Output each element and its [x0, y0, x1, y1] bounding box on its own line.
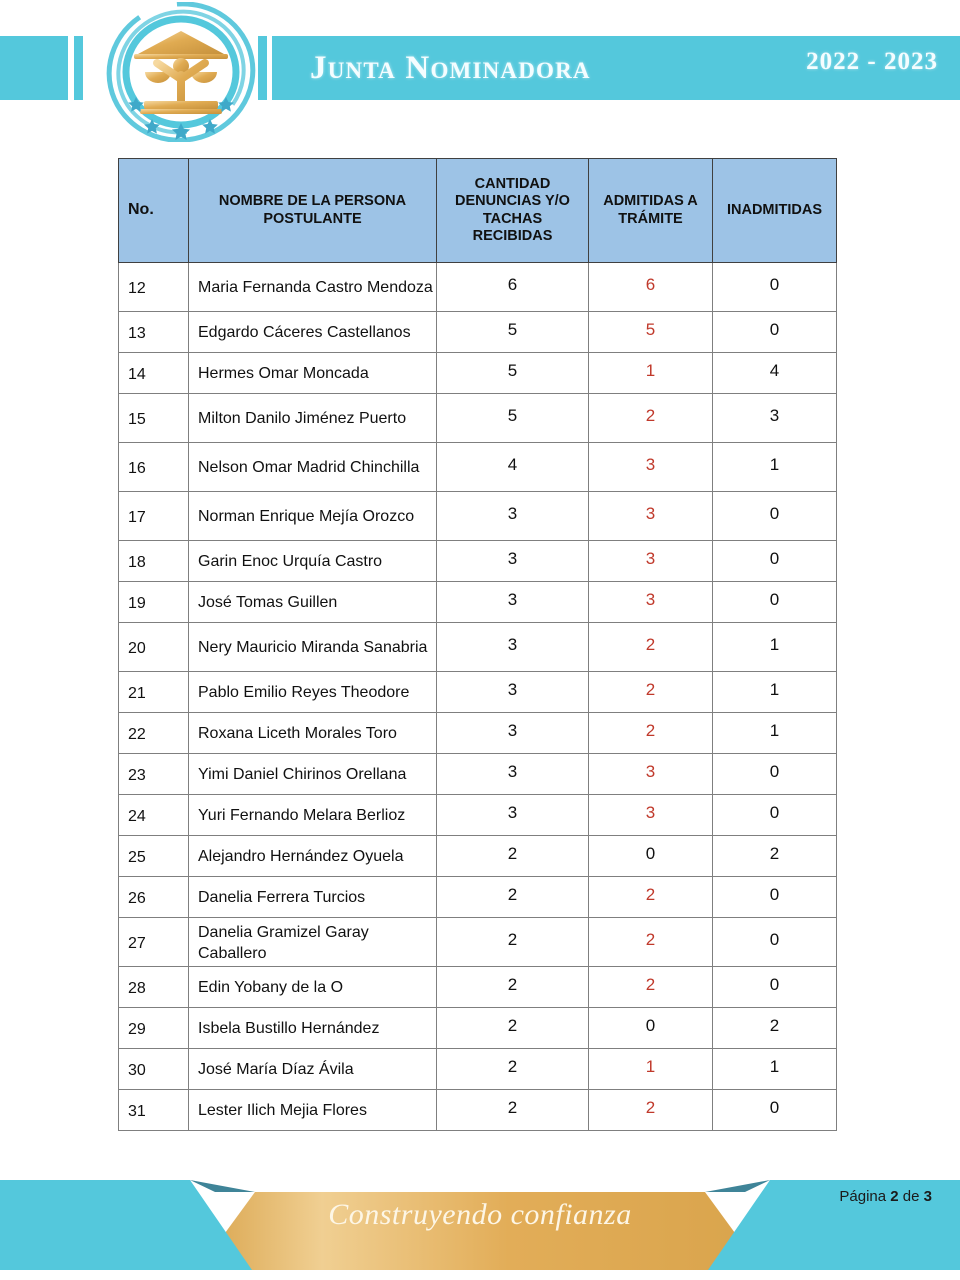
footer-tagline: Construyendo confianza — [328, 1198, 632, 1231]
column-header-admitidas — [589, 159, 713, 263]
cell-no: 12 — [119, 263, 189, 312]
scales-of-justice-emblem-icon — [100, 2, 263, 142]
cell-no: 15 — [119, 394, 189, 443]
cell-admitidas: 2 — [589, 713, 713, 754]
header-separator-bar-1 — [74, 36, 83, 100]
cell-cantidad: 4 — [437, 443, 589, 492]
cell-nombre: Nery Mauricio Miranda Sanabria — [189, 623, 437, 672]
cell-inadmitidas: 0 — [713, 1090, 837, 1131]
cell-admitidas: 3 — [589, 582, 713, 623]
cell-inadmitidas: 0 — [713, 263, 837, 312]
cell-nombre: Yuri Fernando Melara Berlioz — [189, 795, 437, 836]
cell-nombre: José María Díaz Ávila — [189, 1049, 437, 1090]
cell-no: 19 — [119, 582, 189, 623]
table-row — [119, 795, 837, 836]
cell-cantidad: 3 — [437, 492, 589, 541]
cell-nombre: Isbela Bustillo Hernández — [189, 1008, 437, 1049]
table-row — [119, 443, 837, 492]
table-row — [119, 672, 837, 713]
cell-inadmitidas: 0 — [713, 541, 837, 582]
table-row — [119, 754, 837, 795]
cell-admitidas: 2 — [589, 877, 713, 918]
cell-admitidas: 2 — [589, 623, 713, 672]
cell-nombre: Edin Yobany de la O — [189, 967, 437, 1008]
period-years: 2022 - 2023 — [806, 48, 938, 75]
cell-nombre: Lester Ilich Mejia Flores — [189, 1090, 437, 1131]
table-row — [119, 492, 837, 541]
cell-cantidad: 3 — [437, 582, 589, 623]
cell-inadmitidas: 0 — [713, 312, 837, 353]
page-number-indicator — [839, 1188, 932, 1205]
cell-cantidad: 5 — [437, 312, 589, 353]
cell-cantidad: 3 — [437, 541, 589, 582]
cell-nombre: Yimi Daniel Chirinos Orellana — [189, 754, 437, 795]
cell-admitidas: 2 — [589, 967, 713, 1008]
table-row — [119, 623, 837, 672]
cell-no: 17 — [119, 492, 189, 541]
cell-no: 29 — [119, 1008, 189, 1049]
cell-cantidad: 2 — [437, 877, 589, 918]
cell-no: 28 — [119, 967, 189, 1008]
cell-admitidas: 2 — [589, 394, 713, 443]
header-line: RECIBIDAS — [472, 227, 553, 244]
cell-no: 26 — [119, 877, 189, 918]
cell-admitidas: 3 — [589, 795, 713, 836]
cell-cantidad: 2 — [437, 1008, 589, 1049]
cell-no: 14 — [119, 353, 189, 394]
column-header-cantidad — [437, 159, 589, 263]
cell-cantidad: 2 — [437, 836, 589, 877]
table-row — [119, 967, 837, 1008]
cell-no: 13 — [119, 312, 189, 353]
cell-admitidas: 0 — [589, 1008, 713, 1049]
header-line: ADMITIDAS A — [603, 193, 698, 210]
cell-no: 31 — [119, 1090, 189, 1131]
cell-cantidad: 3 — [437, 713, 589, 754]
cell-inadmitidas: 0 — [713, 877, 837, 918]
cell-no: 18 — [119, 541, 189, 582]
page-title: Junta Nominadora — [310, 49, 591, 86]
cell-cantidad: 5 — [437, 353, 589, 394]
table-header-row — [119, 159, 837, 263]
cell-inadmitidas: 2 — [713, 836, 837, 877]
cell-admitidas: 3 — [589, 443, 713, 492]
header-line: POSTULANTE — [263, 210, 362, 227]
cell-nombre: Maria Fernanda Castro Mendoza — [189, 263, 437, 312]
cell-nombre: Norman Enrique Mejía Orozco — [189, 492, 437, 541]
cell-inadmitidas: 1 — [713, 713, 837, 754]
table-row — [119, 1090, 837, 1131]
cell-nombre: Nelson Omar Madrid Chinchilla — [189, 443, 437, 492]
table-row — [119, 1008, 837, 1049]
cell-admitidas: 3 — [589, 492, 713, 541]
cell-cantidad: 3 — [437, 672, 589, 713]
cell-cantidad: 3 — [437, 795, 589, 836]
cell-cantidad: 2 — [437, 1049, 589, 1090]
header-line: NOMBRE DE LA PERSONA — [218, 193, 407, 210]
cell-cantidad: 6 — [437, 263, 589, 312]
cell-nombre: Danelia Ferrera Turcios — [189, 877, 437, 918]
cell-nombre: Edgardo Cáceres Castellanos — [189, 312, 437, 353]
table-row — [119, 582, 837, 623]
cell-nombre: Roxana Liceth Morales Toro — [189, 713, 437, 754]
cell-no: 16 — [119, 443, 189, 492]
cell-nombre: José Tomas Guillen — [189, 582, 437, 623]
table-header — [119, 159, 837, 263]
header-line: CANTIDAD — [474, 176, 551, 193]
table-row — [119, 394, 837, 443]
cell-admitidas: 1 — [589, 1049, 713, 1090]
cell-admitidas: 3 — [589, 754, 713, 795]
cell-cantidad: 5 — [437, 394, 589, 443]
table-row — [119, 263, 837, 312]
table-row — [119, 713, 837, 754]
footer-ribbon-graphic — [0, 1150, 960, 1280]
page-footer — [0, 1150, 960, 1280]
cell-inadmitidas: 0 — [713, 967, 837, 1008]
cell-nombre: Hermes Omar Moncada — [189, 353, 437, 394]
cell-inadmitidas: 4 — [713, 353, 837, 394]
cell-inadmitidas: 1 — [713, 443, 837, 492]
page-label-middle: de — [898, 1188, 924, 1205]
cell-inadmitidas: 1 — [713, 623, 837, 672]
page-header — [0, 0, 960, 145]
cell-no: 24 — [119, 795, 189, 836]
table-body — [119, 263, 837, 1131]
cell-cantidad: 2 — [437, 967, 589, 1008]
cell-inadmitidas: 2 — [713, 1008, 837, 1049]
header-line: DENUNCIAS Y/O — [455, 193, 570, 210]
cell-admitidas: 3 — [589, 541, 713, 582]
cell-no: 27 — [119, 918, 189, 967]
cell-inadmitidas: 0 — [713, 754, 837, 795]
page-current: 2 — [890, 1188, 899, 1205]
header-line: TACHAS — [482, 210, 543, 227]
cell-nombre: Pablo Emilio Reyes Theodore — [189, 672, 437, 713]
cell-no: 21 — [119, 672, 189, 713]
table-row — [119, 312, 837, 353]
column-header-nombre — [189, 159, 437, 263]
cell-admitidas: 0 — [589, 836, 713, 877]
cell-no: 30 — [119, 1049, 189, 1090]
complaints-table-container — [118, 158, 836, 1131]
cell-admitidas: 5 — [589, 312, 713, 353]
cell-no: 20 — [119, 623, 189, 672]
table-row — [119, 1049, 837, 1090]
cell-admitidas: 2 — [589, 1090, 713, 1131]
cell-cantidad: 3 — [437, 754, 589, 795]
cell-inadmitidas: 1 — [713, 1049, 837, 1090]
table-row — [119, 918, 837, 967]
cell-admitidas: 2 — [589, 672, 713, 713]
cell-no: 23 — [119, 754, 189, 795]
cell-inadmitidas: 3 — [713, 394, 837, 443]
cell-admitidas: 1 — [589, 353, 713, 394]
table-row — [119, 353, 837, 394]
cell-inadmitidas: 0 — [713, 582, 837, 623]
cell-inadmitidas: 0 — [713, 795, 837, 836]
page-label-prefix: Página — [839, 1188, 891, 1205]
complaints-table — [118, 158, 837, 1131]
cell-nombre: Garin Enoc Urquía Castro — [189, 541, 437, 582]
table-row — [119, 836, 837, 877]
cell-cantidad: 2 — [437, 1090, 589, 1131]
table-row — [119, 541, 837, 582]
cell-nombre: Alejandro Hernández Oyuela — [189, 836, 437, 877]
cell-cantidad: 3 — [437, 623, 589, 672]
column-header-no: No. — [119, 159, 189, 263]
cell-inadmitidas: 1 — [713, 672, 837, 713]
cell-inadmitidas: 0 — [713, 918, 837, 967]
cell-no: 22 — [119, 713, 189, 754]
header-line: TRÁMITE — [618, 210, 683, 227]
table-row — [119, 877, 837, 918]
cell-no: 25 — [119, 836, 189, 877]
cell-admitidas: 6 — [589, 263, 713, 312]
cell-nombre: Danelia Gramizel Garay Caballero — [189, 918, 437, 967]
cell-inadmitidas: 0 — [713, 492, 837, 541]
header-band-left — [0, 36, 68, 100]
column-header-inadmitidas: INADMITIDAS — [713, 159, 837, 263]
cell-admitidas: 2 — [589, 918, 713, 967]
cell-nombre: Milton Danilo Jiménez Puerto — [189, 394, 437, 443]
page-total: 3 — [923, 1188, 932, 1205]
cell-cantidad: 2 — [437, 918, 589, 967]
